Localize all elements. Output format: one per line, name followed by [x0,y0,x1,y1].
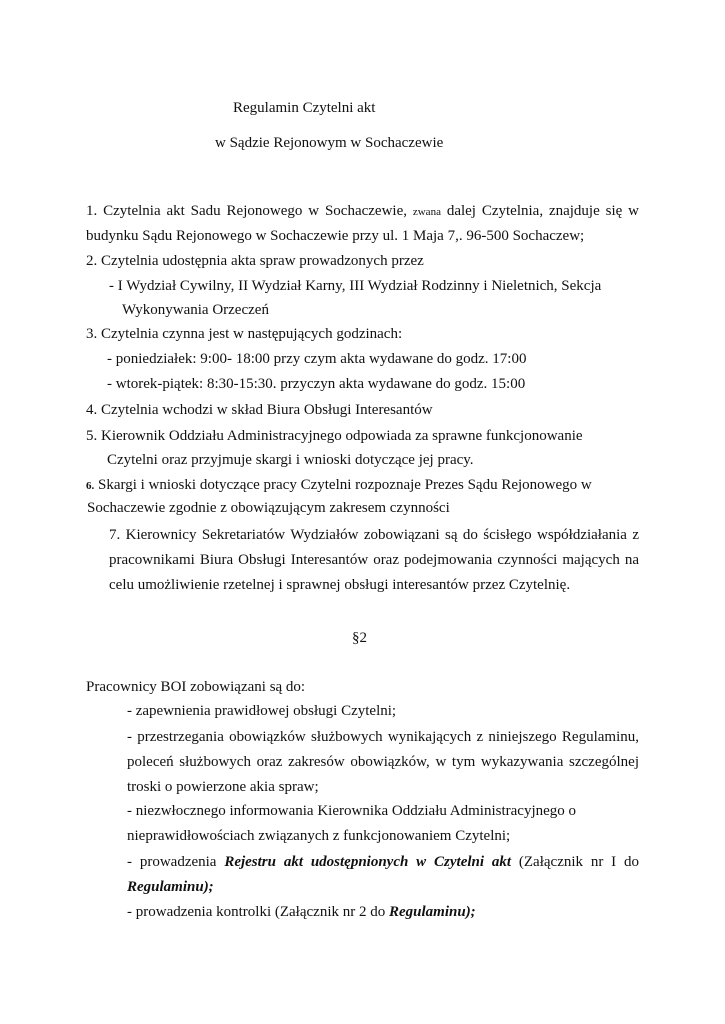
item4-register-title: Rejestru akt udostępnionych w Czytelni akt [224,854,512,870]
paragraph-4: 4. Czytelnia wchodzi w skład Biura Obsługi Interesantów [86,402,433,418]
list-item-1: - zapewnienia prawidłowej obsługi Czytelni; [127,703,397,719]
p1-text-a: 1. Czytelnia akt Sadu Rejonowego w Sochaczewie, [86,203,407,219]
paragraph-5-line1: 5. Kierownik Oddziału Administracyjnego odpowiada za sprawne funkcjonowanie [86,428,583,444]
paragraph-5-line2: Czytelni oraz przyjmuje skargi i wnioski dotyczące jej pracy. [107,452,474,468]
document-title-line2: w Sądzie Rejonowym w Sochaczewie [215,135,444,151]
section-heading: §2 [352,630,367,646]
p6-text: Skargi i wnioski dotyczące pracy Czytelni rozpoznaje Prezes Sądu Rejonowego w [98,477,592,493]
list-item-5 [127,904,476,921]
paragraph-7-line3: celu umożliwienie rzetelnej i sprawnej obsługi interesantów przez Czytelnię. [109,577,571,593]
document-title-line1: Regulamin Czytelni akt [233,100,376,116]
paragraph-2-sub1: - I Wydział Cywilny, II Wydział Karny, III Wydział Rodzinny i Nieletnich, Sekcja [109,278,602,294]
list-item-3-line2: nieprawidłowościach związanych z funkcjonowaniem Czytelni; [127,828,511,844]
paragraph-3-sub2: - wtorek-piątek: 8:30-15:30. przyczyn akta wydawane do godz. 15:00 [107,376,526,392]
paragraph-2-sub2: Wykonywania Orzeczeń [122,302,269,318]
paragraph-1-line2: budynku Sądu Rejonowego w Sochaczewie przy ul. 1 Maja 7,. 96-500 Sochaczew; [86,228,585,244]
list-item-2-line1: - przestrzegania obowiązków służbowych wynikających z niniejszego Regulaminu, [127,729,639,745]
list-item-2-line3: troski o powierzone akia spraw; [127,779,319,795]
item4-text-a: - prowadzenia [127,854,217,870]
list-item-2-line2: poleceń służbowych oraz zakresów obowiązków, w tym wykazywania szczególnej [127,754,639,770]
list-item-4-line1 [127,854,639,871]
p1-text-small: zwana [412,206,441,218]
item5-regulamin: Regulaminu); [389,904,476,920]
paragraph-6-line2: Sochaczewie zgodnie z obowiązującym zakresem czynności [87,500,450,516]
paragraph-1-line1 [86,203,639,220]
list-item-3-line1: - niezwłocznego informowania Kierownika Oddziału Administracyjnego o [127,803,577,819]
list-item-4-line2: Regulaminu); [127,879,214,895]
item4-text-b: (Załącznik nr I do [518,854,640,870]
p6-number: 6. [86,480,95,492]
paragraph-3: 3. Czytelnia czynna jest w następujących godzinach: [86,326,403,342]
p1-text-b: dalej Czytelnia, znajduje się w [446,203,640,219]
paragraph-6-line1 [86,477,592,494]
paragraph-3-sub1: - poniedziałek: 9:00- 18:00 przy czym akta wydawane do godz. 17:00 [107,351,527,367]
paragraph-2: 2. Czytelnia udostępnia akta spraw prowadzonych przez [86,253,424,269]
item5-text-a: - prowadzenia kontrolki (Załącznik nr 2 do [127,904,386,920]
section2-intro: Pracownicy BOI zobowiązani są do: [86,679,306,695]
paragraph-7-line2: pracownikami Biura Obsługi Interesantów oraz podejmowania czynności mających na [109,552,639,568]
paragraph-7-line1: 7. Kierownicy Sekretariatów Wydziałów zobowiązani są do ścisłego współdziałania z [109,527,639,543]
